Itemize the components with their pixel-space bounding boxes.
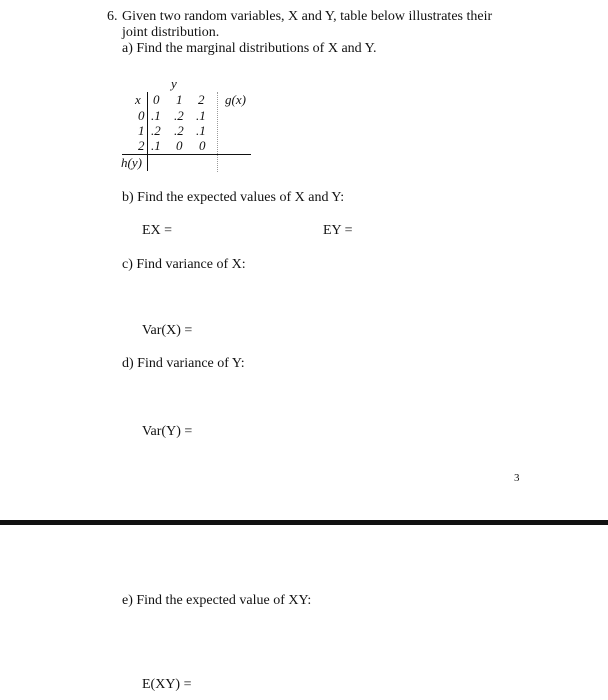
table-cell: .1 bbox=[196, 123, 206, 138]
table-cell: .2 bbox=[151, 123, 161, 138]
table-cell: 0 bbox=[199, 138, 206, 153]
table-horizontal-rule bbox=[122, 154, 251, 155]
question-stem-line2: joint distribution. bbox=[122, 25, 220, 40]
table-x-label: x bbox=[135, 92, 141, 107]
ex-answer-label: EX = bbox=[142, 223, 173, 238]
var-y-answer-label: Var(Y) = bbox=[142, 424, 193, 439]
table-vertical-rule-lower bbox=[147, 155, 148, 171]
page-number: 3 bbox=[514, 472, 520, 484]
question-number: 6. bbox=[107, 9, 118, 24]
table-cell: .2 bbox=[174, 108, 184, 123]
part-a-prompt: a) Find the marginal distributions of X and Y. bbox=[122, 41, 377, 56]
table-cell: .2 bbox=[174, 123, 184, 138]
question-stem-line1: Given two random variables, X and Y, table below illustrates their bbox=[122, 9, 493, 24]
part-d-prompt: d) Find variance of Y: bbox=[122, 356, 245, 371]
part-e-prompt: e) Find the expected value of XY: bbox=[122, 593, 312, 608]
table-g-label: g(x) bbox=[225, 92, 246, 107]
table-row-x: 2 bbox=[138, 138, 145, 153]
ey-answer-label: EY = bbox=[323, 223, 353, 238]
table-h-label: h(y) bbox=[121, 155, 142, 170]
table-y-value: 0 bbox=[153, 92, 160, 107]
part-c-prompt: c) Find variance of X: bbox=[122, 257, 246, 272]
table-y-label: y bbox=[171, 76, 177, 91]
part-b-prompt: b) Find the expected values of X and Y: bbox=[122, 190, 345, 205]
table-cell: .1 bbox=[151, 108, 161, 123]
exy-answer-label: E(XY) = bbox=[142, 677, 192, 692]
table-cell: 0 bbox=[176, 138, 183, 153]
table-cell: .1 bbox=[151, 138, 161, 153]
table-y-value: 1 bbox=[176, 92, 183, 107]
table-row-x: 0 bbox=[138, 108, 145, 123]
table-row-x: 1 bbox=[138, 123, 145, 138]
table-cell: .1 bbox=[196, 108, 206, 123]
table-dotted-divider bbox=[217, 92, 218, 172]
page-break-bar bbox=[0, 520, 608, 525]
table-y-value: 2 bbox=[198, 92, 205, 107]
table-vertical-rule bbox=[147, 92, 148, 154]
var-x-answer-label: Var(X) = bbox=[142, 323, 193, 338]
